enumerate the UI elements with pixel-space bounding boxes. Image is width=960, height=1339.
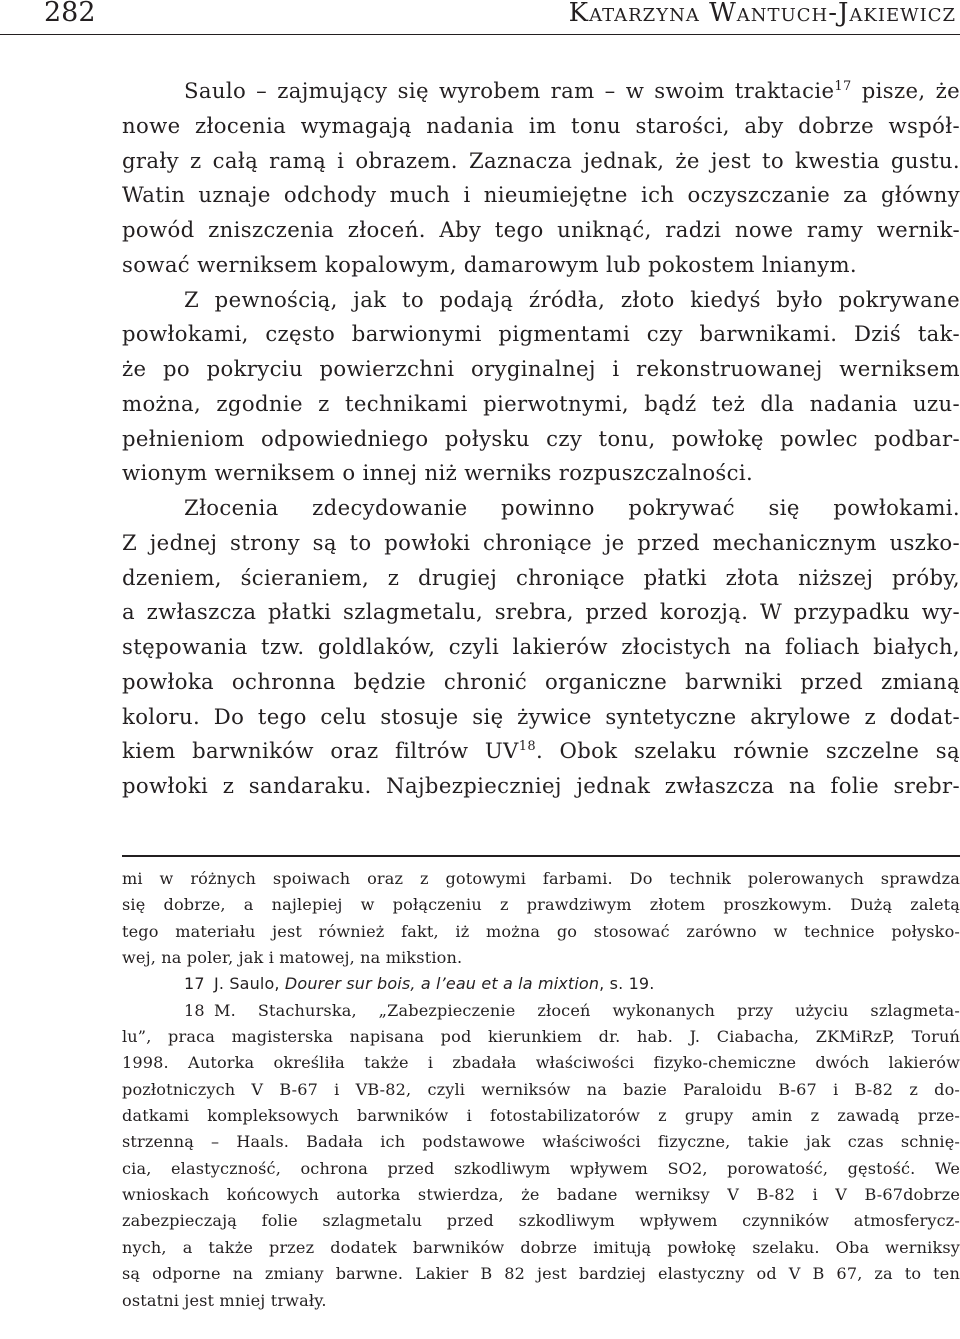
footnote-18: 18 M. Stachurska, „Zabezpieczenie złoceń wykonanych przy użyciu szlagmeta- (122, 998, 960, 1024)
text-line: sować werniksem kopalowym, damarowym lub pokostem lnianym. (122, 251, 857, 277)
text-line: można, zgodnie z technikami pierwotnymi, bądź też dla nadania uzu- (122, 390, 960, 416)
text-line: powód zniszczenia złoceń. Aby tego uniknąć, radzi nowe ramy wernik- (122, 217, 960, 242)
text-line: nowe złocenia wymagają nadania im tonu starości, aby dobrze współ- (122, 112, 960, 138)
footnote-line: się dobrze, a najlepiej w połączeniu z prawdziwym złotem proszkowym. Dużą zaletą (122, 895, 960, 915)
footnote-line: są odporne na zmiany barwne. Lakier B 82 jest bardziej elastyczny od V B 67, za to ten (122, 1264, 960, 1284)
footnote-17: 17 J. Saulo, Dourer sur bois, a l’eau et a la mixtion, s. 19. (122, 971, 960, 997)
footnote-line: lu”, praca magisterska napisana pod kierunkiem dr. hab. J. Ciabacha, ZKMiRzP, Toruń (122, 1027, 960, 1047)
footnote-line: nych, a także przez dodatek barwników dobrze imitują powłokę szelaku. Oba werniksy (122, 1237, 960, 1257)
footnotes (122, 866, 960, 1314)
footnote-line: datkami kompleksowych barwników i fotostabilizatorów z grupy amin z zawadą prze- (122, 1106, 960, 1126)
text-line: powłoka ochronna będzie chronić organiczne barwniki przed zmianą (122, 668, 960, 694)
footnote-number: 18 (184, 1000, 205, 1020)
footnote-line: mi w różnych spoiwach oraz z gotowymi farbami. Do technik polerowanych sprawdza (122, 869, 960, 888)
text-line: pełnieniom odpowiedniego połysku czy tonu, powłokę powlec podbar- (122, 425, 960, 451)
text-line: Złocenia zdecydowanie powinno pokrywać się powłokami. (184, 495, 960, 520)
text-line: Saulo – zajmujący się wyrobem ram – w swoim traktacie$^{17}$ pisze, że (184, 78, 960, 103)
footnote-line: ostatni jest mniej trwały. (122, 1290, 327, 1310)
text-line: dzeniem, ścieraniem, z drugiej chroniące płatki złota niższej próby, (122, 564, 960, 590)
footnote-line: strzenną – Haals. Badała ich podstawowe właściwości fizyczne, takie jak czas schnię- (122, 1132, 960, 1152)
main-text (122, 74, 960, 804)
footnote-ref-18: 18 (518, 739, 536, 755)
text-line: Z pewnością, jak to podają źródła, złoto kiedyś było pokrywane (184, 286, 960, 312)
footnote-line: 1998. Autorka określiła także i zbadała właściwości fizyko-chemiczne dwóch lakierów (122, 1053, 960, 1073)
running-head: Katarzyna Wantuch-Jakiewicz (568, 0, 956, 28)
text-line: koloru. Do tego celu stosuje się żywice syntetyczne akrylowe z dodat- (122, 703, 960, 729)
footnote-line: wej, na poler, jak i matowej, na mikstion. (122, 948, 463, 968)
footnote-number: 17 (184, 974, 205, 994)
text-line: kiem barwników oraz filtrów UV$^{18}$. Obok szelaku równie szczelne są (122, 738, 960, 764)
text-line: Z jednej strony są to powłoki chroniące je przed mechanicznym uszko- (122, 529, 960, 555)
footnote-line: cia, elastyczność, ochrona przed szkodliwym wpływem SO2, porowatość, gęstość. We (122, 1158, 960, 1178)
text-line: że po pokryciu powierzchni oryginalnej i rekonstruowanej werniksem (122, 356, 960, 381)
footnote-ref-17: 17 (834, 78, 852, 94)
text-line: powłoki z sandaraku. Najbezpieczniej jednak zwłaszcza na folie srebr- (122, 773, 960, 798)
text-line: a zwłaszcza płatki szlagmetalu, srebra, przed korozją. W przypadku wy- (122, 599, 960, 625)
text-line: Watin uznaje odchody much i nieumiejętne ich oczyszczanie za główny (122, 182, 960, 208)
text-line: grały z całą ramą i obrazem. Zaznacza jednak, że jest to kwestia gustu. (122, 147, 960, 173)
footnote-line: tego materiału jest również fakt, iż można go stosować zarówno w technice połysko- (122, 921, 960, 941)
cited-title: Dourer sur bois, a l’eau et a la mixtion (284, 974, 600, 994)
footnote-line: zabezpieczają folie szlagmetalu przed szkodliwym wpływem czynników atmosferycz- (122, 1211, 960, 1231)
footnote-rule (122, 855, 960, 857)
text-line: stępowania tzw. goldlaków, czyli lakierów złocistych na foliach białych, (122, 634, 960, 659)
page-header (0, 0, 960, 34)
header-rule (0, 34, 960, 35)
text-line: powłokami, często barwionymi pigmentami czy barwnikami. Dziś tak- (122, 321, 960, 347)
page-number: 282 (44, 0, 96, 28)
text-line: wionym werniksem o innej niż werniks rozpuszczalności. (122, 460, 754, 486)
footnote-line: wnioskach końcowych autorka stwierdza, że badane werniksy V B-82 i V B-67dobrze (122, 1185, 960, 1205)
footnote-line: pozłotniczych V B-67 i VB-82, czyli werniksów na bazie Paraloidu B-67 i B-82 z do- (122, 1079, 960, 1099)
